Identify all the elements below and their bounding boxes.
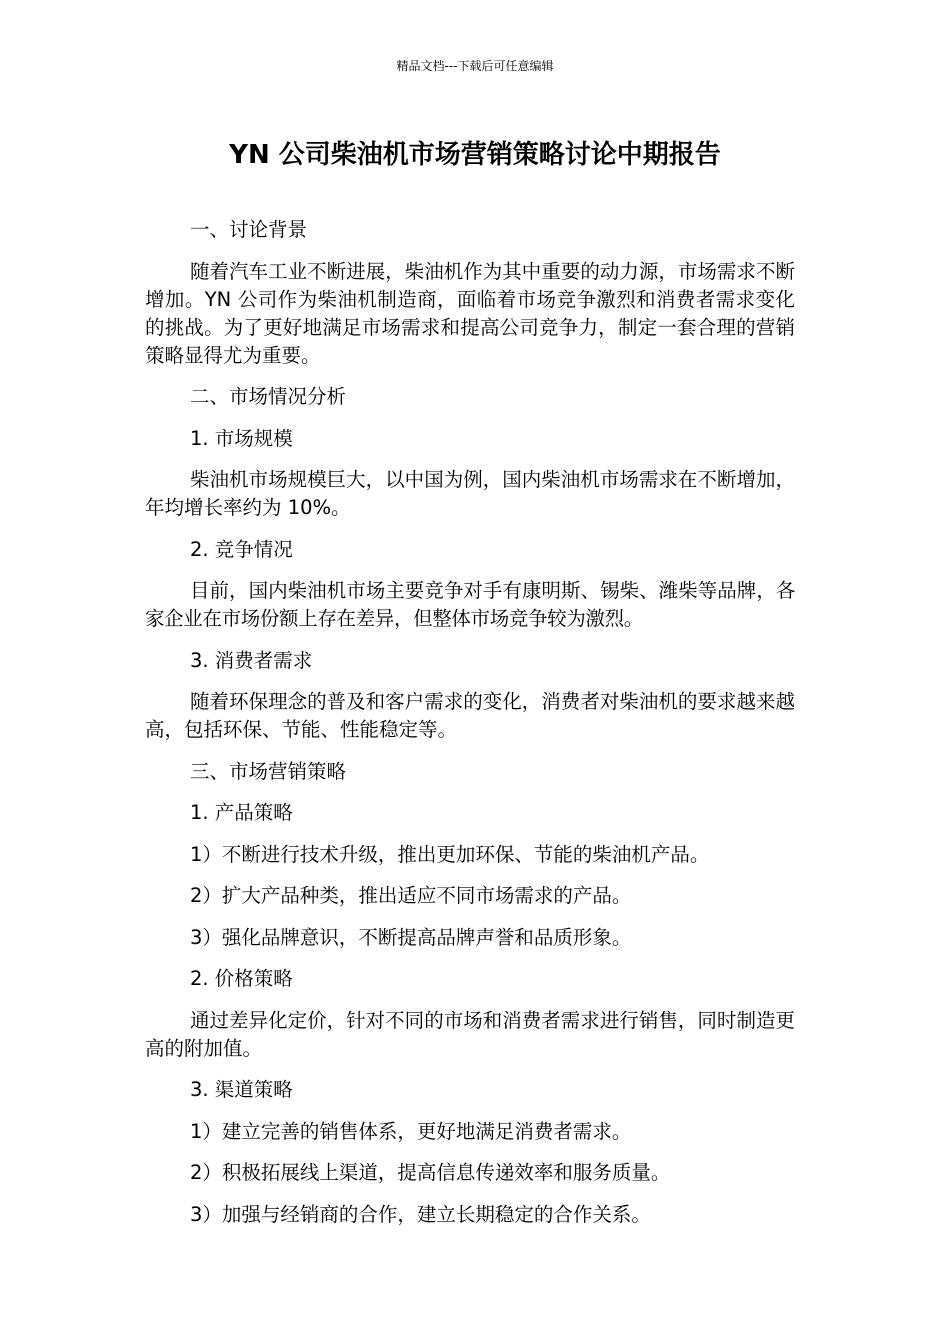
background-paragraph: 随着汽车工业不断进展，柴油机作为其中重要的动力源，市场需求不断增加。YN 公司作为柴油机制造商，面临着市场竞争激烈和消费者需求变化的挑战。为了更好地满足市场需求和提高公司竞争力，制定一套合理的营销策略显得尤为重要。 xyxy=(145,259,795,367)
subheading-competition: 2. 竞争情况 xyxy=(190,537,293,561)
subheading-market-size: 1. 市场规模 xyxy=(190,426,293,450)
subheading-channel-strategy: 3. 渠道策略 xyxy=(190,1078,293,1101)
channel-strategy-item-3: 3）加强与经销商的合作，建立长期稳定的合作关系。 xyxy=(190,1202,651,1226)
product-strategy-item-3: 3）强化品牌意识，不断提高品牌声誉和品质形象。 xyxy=(190,925,632,949)
document-title: YN 公司柴油机市场营销策略讨论中期报告 xyxy=(229,140,721,170)
subheading-product-strategy: 1. 产品策略 xyxy=(190,801,293,824)
product-strategy-item-2: 2）扩大产品种类，推出适应不同市场需求的产品。 xyxy=(190,884,632,907)
market-size-paragraph: 柴油机市场规模巨大，以中国为例，国内柴油机市场需求在不断增加，年均增长率约为 10%。 xyxy=(145,468,795,519)
section-heading-market-analysis: 二、市场情况分析 xyxy=(190,385,347,408)
subheading-price-strategy: 2. 价格策略 xyxy=(190,967,293,990)
header-note: 精品文档---下载后可任意编辑 xyxy=(396,59,554,73)
subheading-consumer-demand: 3. 消费者需求 xyxy=(190,648,313,672)
channel-strategy-item-1: 1）建立完善的销售体系，更好地满足消费者需求。 xyxy=(190,1119,632,1143)
product-strategy-item-1: 1）不断进行技术升级，推出更加环保、节能的柴油机产品。 xyxy=(190,842,710,866)
competition-paragraph: 目前，国内柴油机市场主要竞争对手有康明斯、锡柴、潍柴等品牌，各家企业在市场份额上存在差异，但整体市场竞争较为激烈。 xyxy=(145,579,795,630)
document-body xyxy=(145,216,795,1242)
section-heading-marketing-strategy: 三、市场营销策略 xyxy=(190,759,347,783)
section-heading-background: 一、讨论背景 xyxy=(190,218,308,241)
channel-strategy-item-2: 2）积极拓展线上渠道，提高信息传递效率和服务质量。 xyxy=(190,1161,671,1184)
consumer-demand-paragraph: 随着环保理念的普及和客户需求的变化，消费者对柴油机的要求越来越高，包括环保、节能、性能稳定等。 xyxy=(145,690,795,741)
price-strategy-paragraph: 通过差异化定价，针对不同的市场和消费者需求进行销售，同时制造更高的附加值。 xyxy=(145,1008,795,1060)
